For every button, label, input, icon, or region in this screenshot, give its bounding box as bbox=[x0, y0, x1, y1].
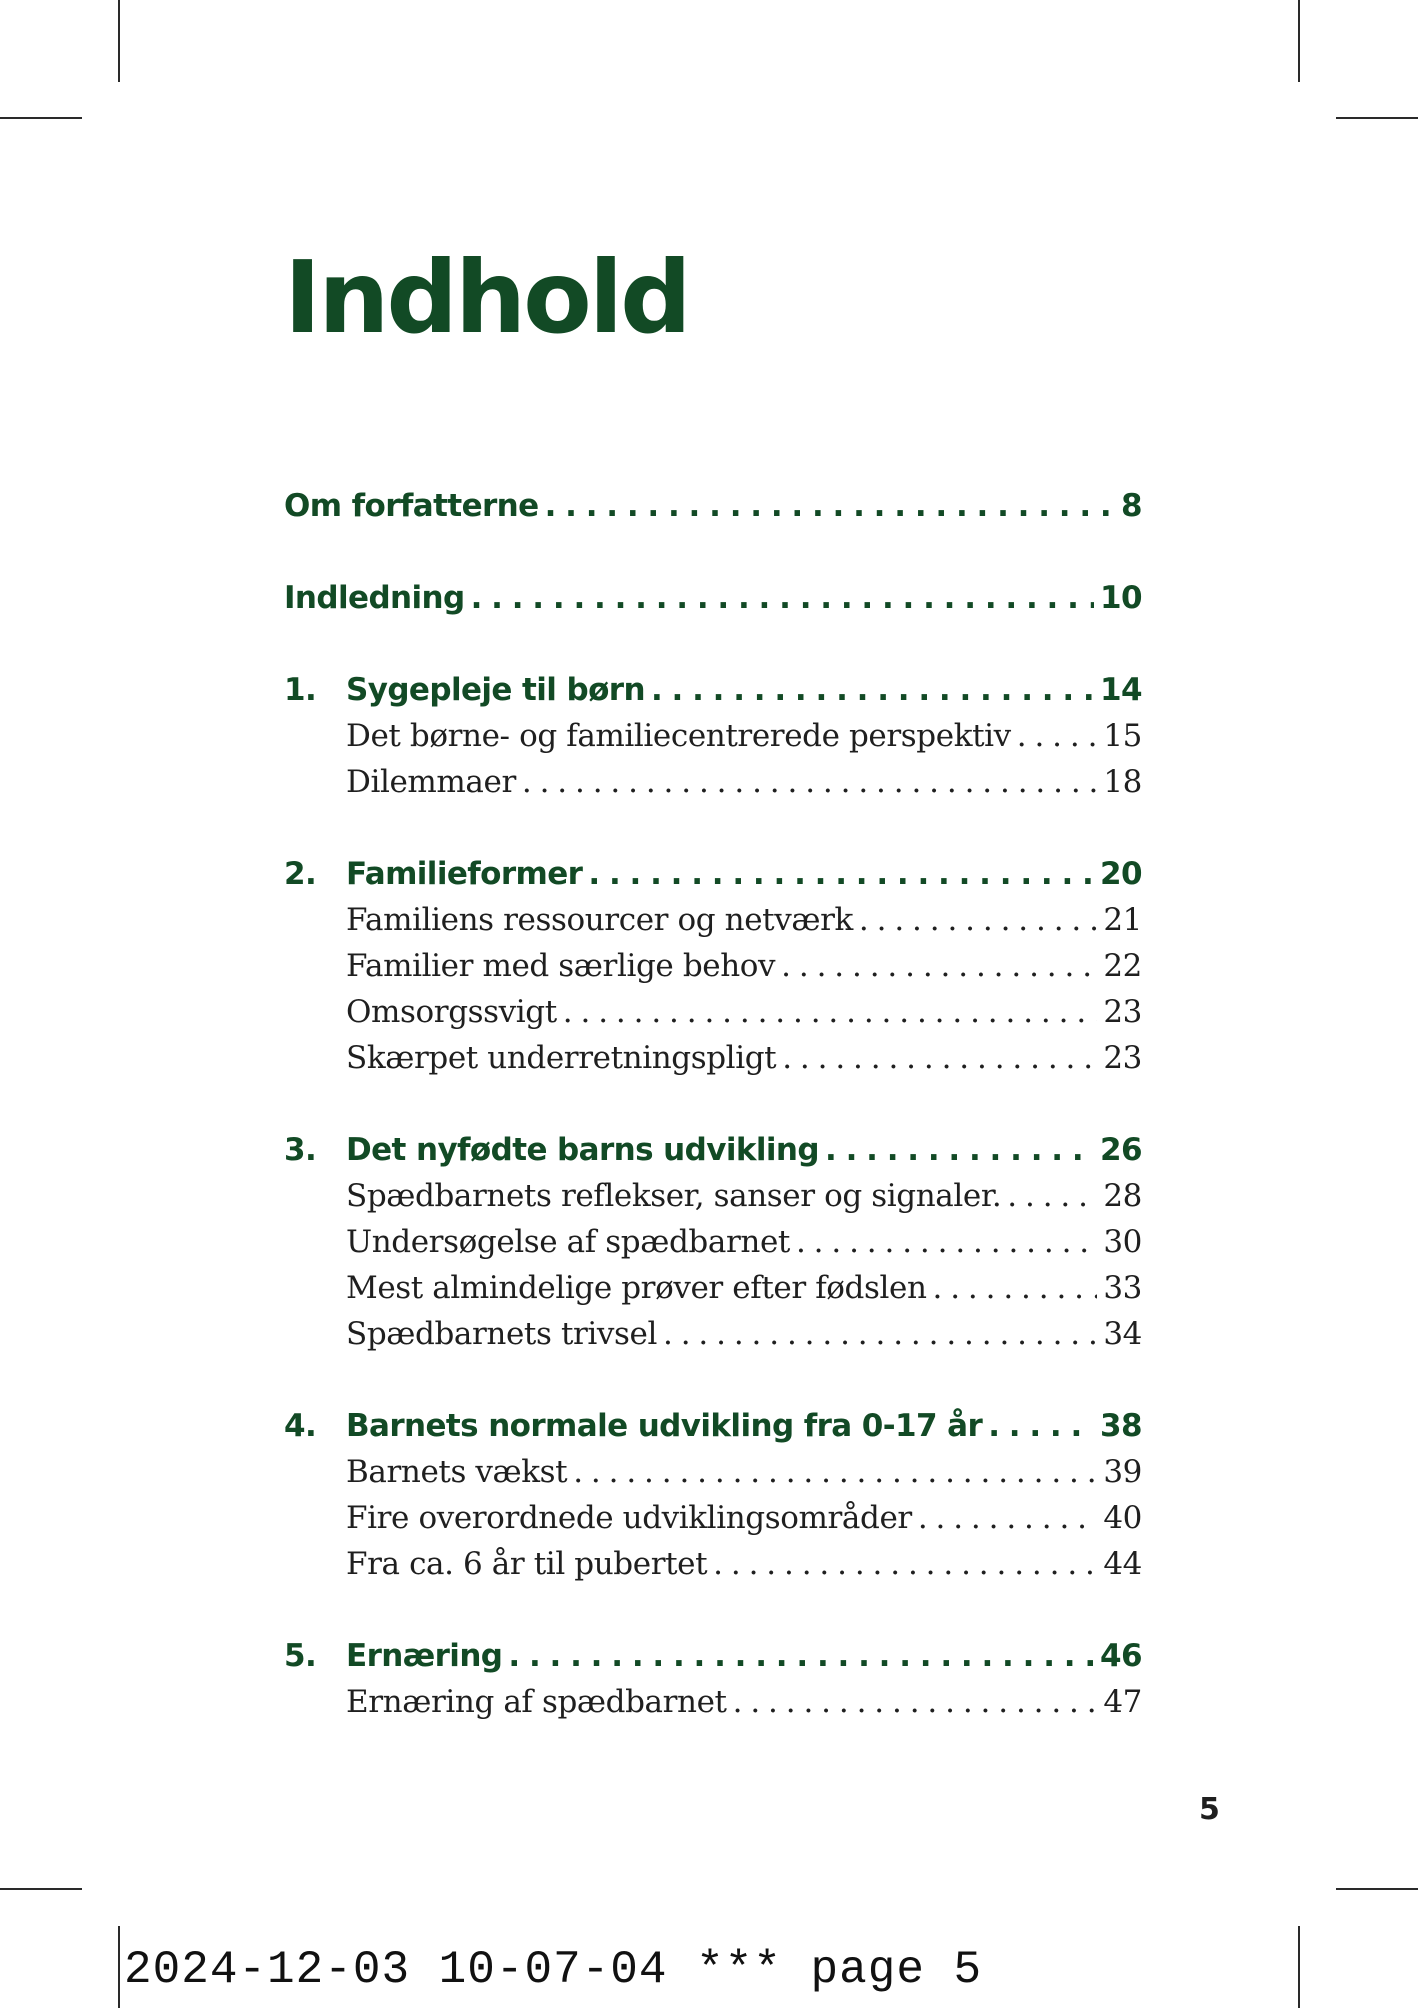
toc-spacer bbox=[284, 534, 1142, 580]
toc-entry-title: Skærpet underretningspligt bbox=[346, 1040, 777, 1076]
toc-page-number: 20 bbox=[1100, 856, 1142, 892]
toc-section-entry[interactable] bbox=[284, 1040, 1142, 1086]
toc-entry-title: Dilemmaer bbox=[346, 764, 516, 800]
toc-page-number: 18 bbox=[1103, 764, 1142, 800]
toc-section-entry[interactable] bbox=[284, 1454, 1142, 1500]
toc-spacer bbox=[284, 1362, 1142, 1408]
toc-section-entry[interactable] bbox=[284, 1546, 1142, 1592]
crop-mark bbox=[118, 1926, 120, 2008]
toc-chapter-number: 1. bbox=[284, 672, 317, 708]
toc-entry-title: Spædbarnets trivsel bbox=[346, 1316, 658, 1352]
page-title: Indhold bbox=[284, 239, 689, 356]
toc-leader-dots bbox=[522, 764, 1097, 800]
toc-entry-title: Spædbarnets reflekser, sanser og signaler. bbox=[346, 1178, 1002, 1214]
table-of-contents bbox=[284, 488, 1142, 1730]
toc-leader-dots bbox=[859, 902, 1097, 938]
toc-page-number: 22 bbox=[1103, 948, 1142, 984]
toc-section-entry[interactable] bbox=[284, 948, 1142, 994]
toc-leader-dots bbox=[713, 1546, 1097, 1582]
toc-leader-dots bbox=[663, 1316, 1097, 1352]
toc-section-entry[interactable] bbox=[284, 994, 1142, 1040]
toc-page-number: 44 bbox=[1103, 1546, 1142, 1582]
toc-page-number: 23 bbox=[1103, 1040, 1142, 1076]
toc-spacer bbox=[284, 810, 1142, 856]
page-number: 5 bbox=[1199, 1792, 1220, 1827]
toc-entry-title: Sygepleje til børn bbox=[346, 672, 645, 708]
toc-leader-dots bbox=[1017, 718, 1098, 754]
toc-page-number: 15 bbox=[1103, 718, 1142, 754]
toc-page-number: 21 bbox=[1103, 902, 1142, 938]
toc-entry-title: Indledning bbox=[284, 580, 465, 616]
toc-page-number: 26 bbox=[1100, 1132, 1142, 1168]
toc-section-entry[interactable] bbox=[284, 1224, 1142, 1270]
toc-entry-title: Familiens ressourcer og netværk bbox=[346, 902, 853, 938]
toc-leader-dots bbox=[933, 1270, 1098, 1306]
toc-section-entry[interactable] bbox=[284, 1684, 1142, 1730]
toc-entry-title: Ernæring af spædbarnet bbox=[346, 1684, 727, 1720]
toc-spacer bbox=[284, 1592, 1142, 1638]
toc-chapter-number: 3. bbox=[284, 1132, 317, 1168]
toc-entry-title: Mest almindelige prøver efter fødslen bbox=[346, 1270, 927, 1306]
toc-section-entry[interactable] bbox=[284, 1270, 1142, 1316]
toc-section-entry[interactable] bbox=[284, 902, 1142, 948]
toc-page-number: 38 bbox=[1100, 1408, 1142, 1444]
toc-leader-dots bbox=[782, 1040, 1097, 1076]
crop-mark bbox=[1298, 1926, 1300, 2008]
toc-page-number: 23 bbox=[1103, 994, 1142, 1030]
toc-page-number: 40 bbox=[1103, 1500, 1142, 1536]
crop-mark bbox=[1336, 1888, 1418, 1890]
toc-page-number: 34 bbox=[1103, 1316, 1142, 1352]
toc-entry-title: Det børne- og familiecentrerede perspektiv bbox=[346, 718, 1011, 754]
toc-section-entry[interactable] bbox=[284, 1178, 1142, 1224]
toc-leader-dots bbox=[733, 1684, 1098, 1720]
toc-leader-dots bbox=[471, 580, 1094, 616]
crop-mark bbox=[1336, 117, 1418, 119]
toc-chapter-entry[interactable] bbox=[284, 1132, 1142, 1178]
toc-leader-dots bbox=[796, 1224, 1097, 1260]
toc-entry-title: Det nyfødte barns udvikling bbox=[346, 1132, 819, 1168]
toc-page-number: 14 bbox=[1100, 672, 1142, 708]
toc-chapter-number: 5. bbox=[284, 1638, 317, 1674]
toc-chapter-entry[interactable] bbox=[284, 488, 1142, 534]
toc-leader-dots bbox=[781, 948, 1097, 984]
toc-section-entry[interactable] bbox=[284, 1316, 1142, 1362]
toc-chapter-entry[interactable] bbox=[284, 672, 1142, 718]
toc-page-number: 46 bbox=[1100, 1638, 1142, 1674]
toc-entry-title: Undersøgelse af spædbarnet bbox=[346, 1224, 790, 1260]
toc-chapter-number: 2. bbox=[284, 856, 317, 892]
toc-section-entry[interactable] bbox=[284, 764, 1142, 810]
toc-page-number: 39 bbox=[1103, 1454, 1142, 1490]
toc-chapter-entry[interactable] bbox=[284, 580, 1142, 626]
toc-leader-dots bbox=[651, 672, 1094, 708]
toc-entry-title: Barnets normale udvikling fra 0-17 år bbox=[346, 1408, 983, 1444]
crop-mark bbox=[0, 117, 82, 119]
crop-mark bbox=[1298, 0, 1300, 82]
toc-spacer bbox=[284, 1086, 1142, 1132]
toc-chapter-entry[interactable] bbox=[284, 1408, 1142, 1454]
crop-mark bbox=[0, 1888, 82, 1890]
toc-section-entry[interactable] bbox=[284, 1500, 1142, 1546]
toc-page-number: 30 bbox=[1103, 1224, 1142, 1260]
toc-leader-dots bbox=[508, 1638, 1094, 1674]
toc-entry-title: Familier med særlige behov bbox=[346, 948, 776, 984]
toc-page-number: 8 bbox=[1121, 488, 1142, 524]
toc-chapter-entry[interactable] bbox=[284, 856, 1142, 902]
toc-leader-dots bbox=[988, 1408, 1094, 1444]
toc-leader-dots bbox=[918, 1500, 1098, 1536]
toc-section-entry[interactable] bbox=[284, 718, 1142, 764]
toc-chapter-entry[interactable] bbox=[284, 1638, 1142, 1684]
toc-leader-dots bbox=[573, 1454, 1097, 1490]
toc-page-number: 28 bbox=[1103, 1178, 1142, 1214]
toc-entry-title: Fire overordnede udviklingsområder bbox=[346, 1500, 912, 1536]
toc-page-number: 47 bbox=[1103, 1684, 1142, 1720]
print-stamp: 2024-12-03 10-07-04 *** page 5 bbox=[124, 1944, 983, 1996]
toc-entry-title: Ernæring bbox=[346, 1638, 503, 1674]
toc-leader-dots bbox=[825, 1132, 1094, 1168]
toc-page-number: 10 bbox=[1100, 580, 1142, 616]
toc-entry-title: Om forfatterne bbox=[284, 488, 539, 524]
toc-entry-title: Familieformer bbox=[346, 856, 583, 892]
toc-leader-dots bbox=[545, 488, 1115, 524]
toc-entry-title: Fra ca. 6 år til pubertet bbox=[346, 1546, 708, 1582]
toc-entry-title: Omsorgssvigt bbox=[346, 994, 557, 1030]
toc-leader-dots bbox=[563, 994, 1098, 1030]
toc-chapter-number: 4. bbox=[284, 1408, 317, 1444]
toc-spacer bbox=[284, 626, 1142, 672]
toc-leader-dots bbox=[588, 856, 1094, 892]
toc-entry-title: Barnets vækst bbox=[346, 1454, 568, 1490]
toc-leader-dots bbox=[1007, 1178, 1097, 1214]
toc-page-number: 33 bbox=[1103, 1270, 1142, 1306]
crop-mark bbox=[118, 0, 120, 82]
